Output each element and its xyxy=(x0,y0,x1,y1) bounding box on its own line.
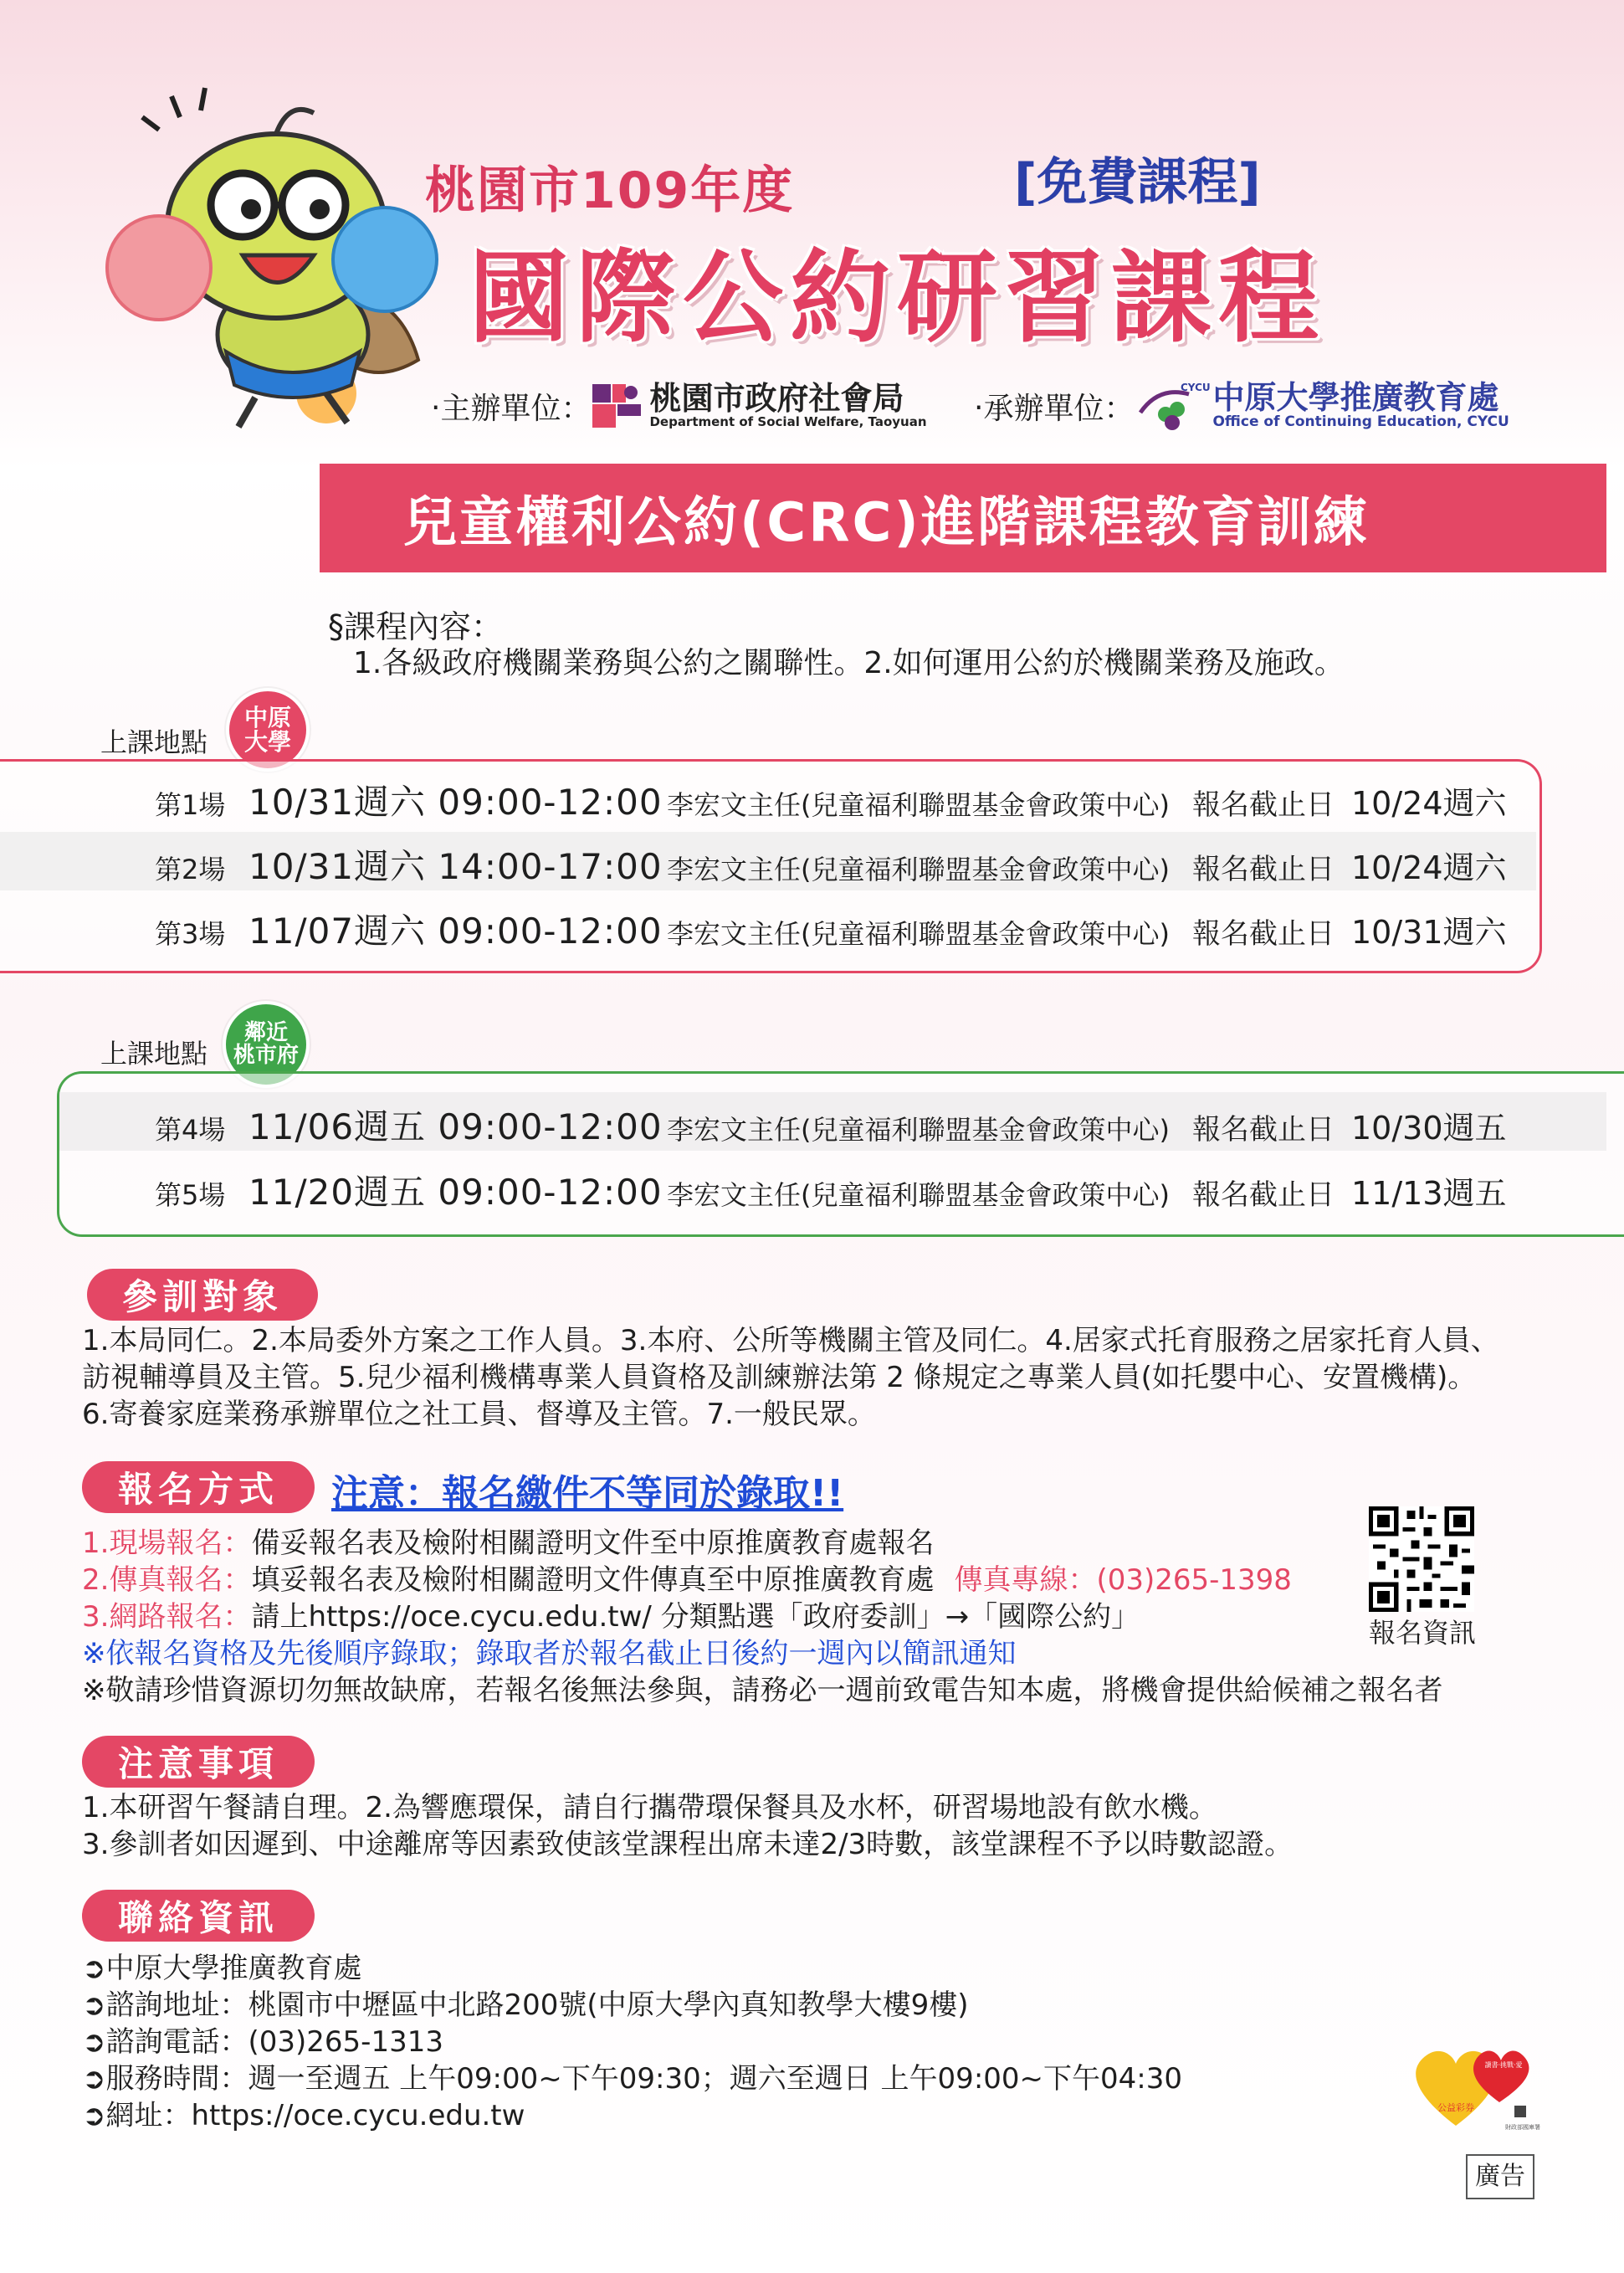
qr-code-label: 報名資訊 xyxy=(1369,1617,1477,1649)
location-badge-line: 鄰近 xyxy=(243,1019,288,1045)
notes-heading: 注意事項 xyxy=(82,1736,315,1788)
session-datetime: 10/31週六 14:00-17:00 xyxy=(248,846,663,887)
session-datetime: 10/31週六 09:00-12:00 xyxy=(248,782,663,823)
session-number: 第1場 xyxy=(155,789,226,821)
contractor-name xyxy=(1212,379,1509,431)
organizer-name xyxy=(649,382,926,429)
method-text: 備妥報名表及檢附相關證明文件至中原推廣教育處報名 xyxy=(251,1526,935,1560)
session-row xyxy=(155,839,1507,890)
ministry-text: 財政部國庫署 xyxy=(1505,2124,1540,2131)
contact-heading: 聯絡資訊 xyxy=(82,1890,315,1942)
lottery-heart-text: 讀書‧挑戰‧愛 xyxy=(1484,2061,1523,2069)
page-title: 國際公約研習課程 xyxy=(469,240,1325,357)
session-number: 第3場 xyxy=(155,918,226,950)
session-speaker: 李宏文主任(兒童福利聯盟基金會政策中心) xyxy=(667,1179,1170,1211)
title-year: 桃園市109年度 xyxy=(425,162,795,220)
location-label-2: 上課地點 xyxy=(100,1038,208,1070)
registration-notice: 注意：報名繳件不等同於錄取!! xyxy=(331,1472,844,1515)
contractor-name-en: Office of Continuing Education, CYCU xyxy=(1212,413,1509,431)
location-badge-line: 中原 xyxy=(243,703,291,731)
deadline-label: 報名截止日 xyxy=(1192,853,1335,886)
session-row xyxy=(155,775,1507,825)
registration-method xyxy=(82,1520,934,1561)
method-label: 3.網路報名： xyxy=(82,1600,252,1634)
admission-note: ※依報名資格及先後順序錄取；錄取者於報名截止日後約一週內以簡訊通知 xyxy=(82,1637,1017,1670)
deadline-label: 報名截止日 xyxy=(1192,1178,1335,1212)
course-title: 兒童權利公約(CRC)進階課程教育訓練 xyxy=(403,492,1370,554)
attendance-note: ※敬請珍惜資源切勿無故缺席，若報名後無法參與，請務必一週前致電告知本處，將機會提供給候補之報名者 xyxy=(82,1674,1443,1707)
organizer-label: ‧主辦單位： xyxy=(431,391,592,426)
session-speaker: 李宏文主任(兒童福利聯盟基金會政策中心) xyxy=(667,854,1170,885)
audience-heading: 參訓對象 xyxy=(87,1269,318,1321)
session-speaker: 李宏文主任(兒童福利聯盟基金會政策中心) xyxy=(667,1114,1170,1146)
ad-label: 廣告 xyxy=(1466,2154,1534,2199)
session-number: 第5場 xyxy=(155,1179,226,1211)
contact-hours: ➲服務時間：週一至週五 上午09:00~下午09:30；週六至週日 上午09:00~下午04:30 xyxy=(82,2062,1183,2096)
session-number: 第4場 xyxy=(155,1114,226,1146)
course-banner xyxy=(320,464,1606,572)
contractor-row xyxy=(974,377,1509,435)
contact-line: ➲中原大學推廣教育處 xyxy=(82,1952,362,1985)
free-course-tag: [免費課程] xyxy=(1014,153,1261,212)
session-row xyxy=(155,1100,1507,1150)
session-deadline: 10/31週六 xyxy=(1351,914,1507,951)
deadline-label: 報名截止日 xyxy=(1192,917,1335,951)
session-datetime: 11/20週五 09:00-12:00 xyxy=(248,1172,663,1213)
lottery-logo-text: 公益彩券 xyxy=(1437,2102,1474,2113)
registration-heading: 報名方式 xyxy=(82,1461,315,1513)
organizer-row xyxy=(431,377,927,435)
cycu-logo-text: CYCU xyxy=(1181,382,1212,393)
content-text: 1.各級政府機關業務與公約之關聯性。2.如何運用公約於機關業務及施政。 xyxy=(353,646,1345,680)
location-badge-line: 大學 xyxy=(243,728,291,756)
registration-method xyxy=(82,1557,1292,1598)
session-deadline: 10/24週六 xyxy=(1351,785,1507,822)
method-text: 填妥報名表及檢附相關證明文件傳真至中原推廣教育處 xyxy=(251,1563,935,1597)
mascot-illustration xyxy=(100,84,435,435)
session-datetime: 11/06週五 09:00-12:00 xyxy=(248,1106,663,1147)
contact-phone: ➲諮詢電話：(03)265-1313 xyxy=(82,2025,443,2059)
session-row xyxy=(155,904,1507,954)
session-datetime: 11/07週六 09:00-12:00 xyxy=(248,911,663,952)
lottery-logo-icon xyxy=(1406,2025,1543,2134)
audience-line: 1.本局同仁。2.本局委外方案之工作人員。3.本府、公所等機關主管及同仁。4.居家式托育服務之居家托育人員、 xyxy=(82,1324,1499,1357)
contact-website[interactable]: ➲網址：https://oce.cycu.edu.tw xyxy=(82,2099,525,2132)
method-label: 2.傳真報名： xyxy=(82,1563,252,1597)
social-welfare-logo-icon xyxy=(591,379,644,433)
location-label-1: 上課地點 xyxy=(100,726,208,758)
notes-line: 3.參訓者如因遲到、中途離席等因素致使該堂課程出席未達2/3時數，該堂課程不予以時數認證。 xyxy=(82,1828,1294,1861)
content-heading: §課程內容： xyxy=(328,608,504,645)
session-deadline: 10/30週五 xyxy=(1351,1110,1507,1147)
audience-line: 訪視輔導員及主管。5.兒少福利機構專業人員資格及訓練辦法第 2 條規定之專業人員(如托嬰中心、安置機構)。 xyxy=(82,1361,1477,1394)
fax-number: 傳真專線：(03)265-1398 xyxy=(954,1563,1292,1597)
contractor-name-zh: 中原大學推廣教育處 xyxy=(1212,379,1499,417)
session-row xyxy=(155,1165,1507,1215)
session-number: 第2場 xyxy=(155,854,226,885)
contact-address: ➲諮詢地址：桃園市中壢區中北路200號(中原大學內真知教學大樓9樓) xyxy=(82,1988,969,2022)
cycu-logo-icon xyxy=(1134,379,1212,433)
method-label: 1.現場報名： xyxy=(82,1526,252,1560)
session-deadline: 10/24週六 xyxy=(1351,849,1507,886)
session-deadline: 11/13週五 xyxy=(1351,1175,1507,1212)
audience-line: 6.寄養家庭業務承辦單位之社工員、督導及主管。7.一般民眾。 xyxy=(82,1398,876,1431)
qr-code-icon[interactable] xyxy=(1369,1506,1474,1612)
organizer-name-en: Department of Social Welfare, Taoyuan xyxy=(649,414,927,430)
contractor-label: ‧承辦單位： xyxy=(974,391,1135,426)
deadline-label: 報名截止日 xyxy=(1192,788,1335,822)
deadline-label: 報名截止日 xyxy=(1192,1113,1335,1147)
registration-method xyxy=(82,1593,1140,1634)
session-speaker: 李宏文主任(兒童福利聯盟基金會政策中心) xyxy=(667,918,1170,950)
location-badge-line: 桃市府 xyxy=(233,1043,299,1068)
method-text: 請上https://oce.cycu.edu.tw/ 分類點選「政府委訓」→「國際公約」 xyxy=(251,1600,1140,1634)
session-speaker: 李宏文主任(兒童福利聯盟基金會政策中心) xyxy=(667,789,1170,821)
organizer-name-zh: 桃園市政府社會局 xyxy=(649,380,904,418)
notes-line: 1.本研習午餐請自理。2.為響應環保，請自行攜帶環保餐具及水杯，研習場地設有飲水機。 xyxy=(82,1791,1217,1824)
